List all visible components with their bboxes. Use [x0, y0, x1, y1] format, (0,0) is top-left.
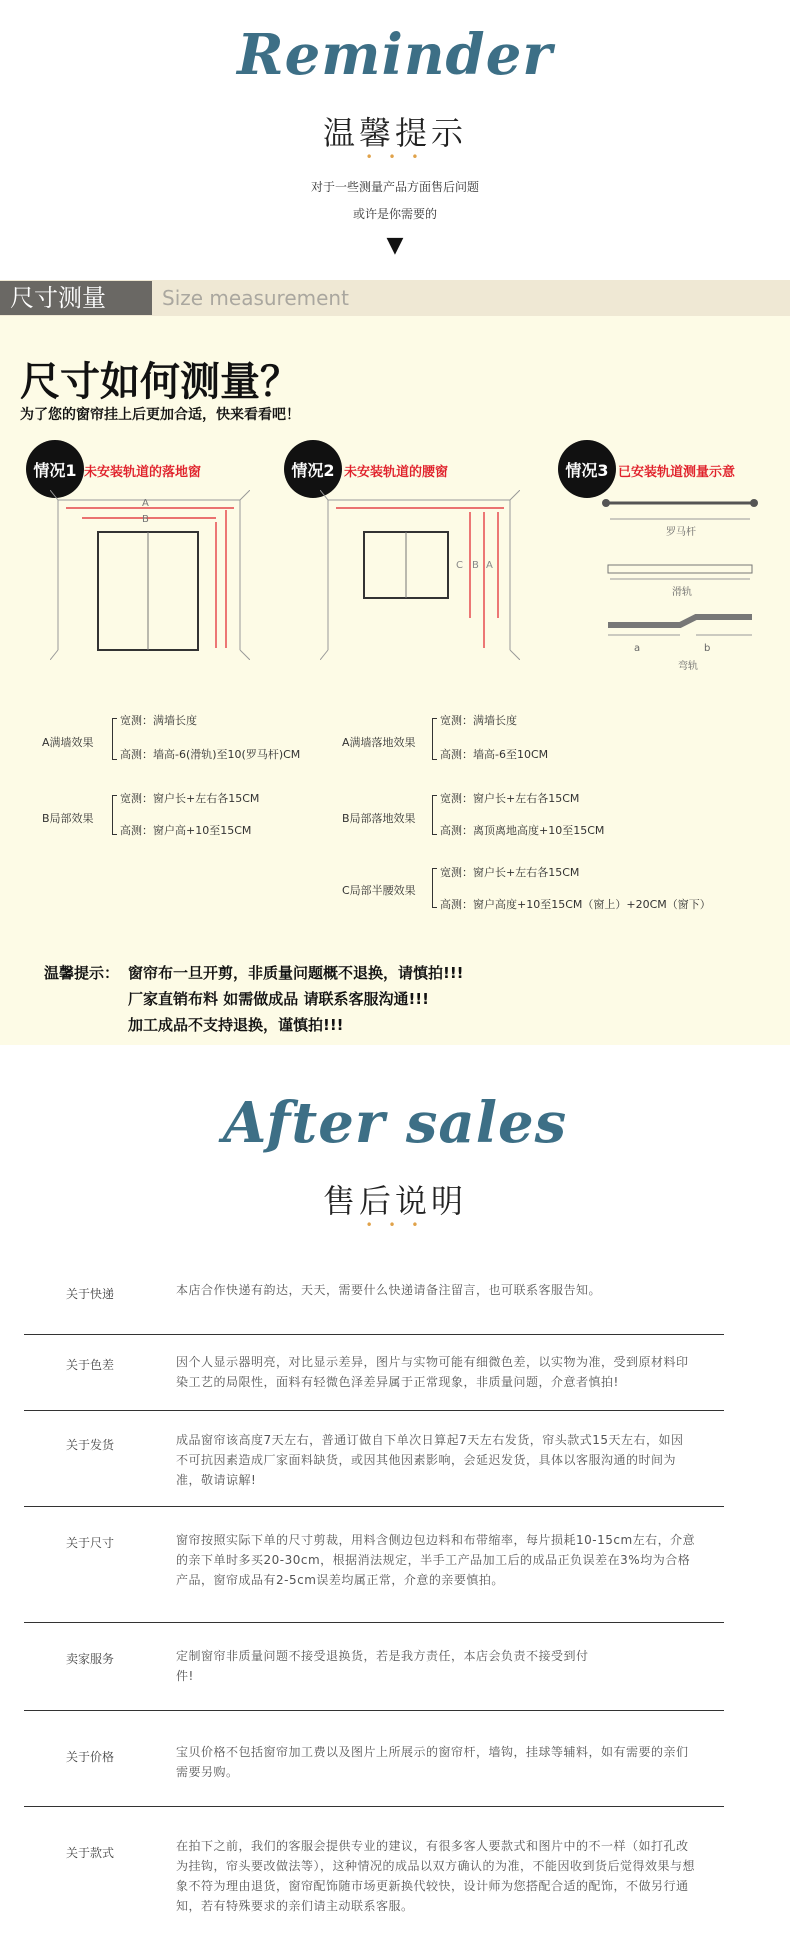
diagram-3-b: b [704, 643, 711, 654]
after-row-6-divider [24, 1806, 724, 1807]
after-row-1-divider [24, 1334, 724, 1335]
size-tab-en: Size measurement [162, 286, 349, 310]
size-heading: 尺寸如何测量？ [20, 359, 300, 405]
case-1-badge: 情况1 [26, 440, 84, 498]
after-row-1-text: 本店合作快递有韵达，天天，需要什么快递请备注留言，也可联系客服告知。 [176, 1283, 602, 1297]
after-row-4-label: 关于尺寸 [66, 1536, 115, 1550]
after-row-4-divider [24, 1622, 724, 1623]
right-measure-3-width: 宽测：窗户长+左右各15CM [440, 866, 580, 879]
after-row-4-text: 窗帘按照实际下单的尺寸剪裁，用料含侧边包边料和布带缩率，每片损耗10-15cm左右，介意的亲下单时多买20-30cm，根据消法规定，半手工产品加工后的成品正负误差在3%均为合格产品，窗帘成品有2-5cm误差均属正常，介意的亲要慎拍。 [176, 1533, 696, 1587]
left-measure-1-width: 宽测：满墙长度 [120, 714, 197, 727]
after-row-5-label: 卖家服务 [66, 1652, 115, 1666]
reminder-script-title: Reminder [237, 22, 553, 88]
right-measure-3-bracket [432, 868, 437, 908]
diagram-3-bent: 弯轨 [678, 661, 698, 672]
left-measure-2-name: B局部效果 [42, 812, 94, 825]
right-measure-2-height: 高测：离顶离地高度+10至15CM [440, 824, 605, 837]
diagram-1-b: B [142, 514, 149, 525]
case-2-label: 未安装轨道的腰窗 [344, 465, 449, 480]
case-3-label: 已安装轨道测量示意 [618, 465, 736, 480]
left-measure-1-name: A满墙效果 [42, 736, 94, 749]
notice-prefix: 温馨提示： [44, 964, 120, 982]
right-measure-3-height: 高测：窗户高度+10至15CM（窗上）+20CM（窗下） [440, 898, 711, 911]
diagram-2-c: C [456, 560, 463, 571]
diagram-2-b: B [472, 560, 479, 571]
size-tab-label: 尺寸测量 [10, 284, 106, 312]
after-sales-script-title: After sales [222, 1090, 568, 1156]
after-row-3-label: 关于发货 [66, 1438, 115, 1452]
after-row-2-divider [24, 1410, 724, 1411]
right-measure-1-name: A满墙落地效果 [342, 736, 416, 749]
left-measure-1-bracket [112, 718, 117, 760]
left-measure-2-bracket [112, 795, 117, 835]
down-arrow-icon: ▼ [386, 233, 404, 258]
after-row-6-text: 宝贝价格不包括窗帘加工费以及图片上所展示的窗帘杆，墙钩，挂球等辅料，如有需要的亲们需要另购。 [176, 1745, 689, 1779]
after-row-2-label: 关于色差 [66, 1358, 115, 1372]
right-measure-2-bracket [432, 795, 437, 835]
after-row-7-text: 在拍下之前，我们的客服会提供专业的建议，有很多客人要款式和图片中的不一样（如打孔改为挂钩，帘头要改做法等），这种情况的成品以双方确认的为准，不能因收到货后觉得效果与想象不符为理由退货，窗帘配饰随市场更新换代较快，设计师为您搭配合适的配饰，不做另行通知，若有特殊要求的亲们请主动联系客服。 [176, 1839, 696, 1913]
size-subheading: 为了您的窗帘挂上后更加合适，快来看看吧！ [20, 407, 300, 423]
diagram-3-rail: 滑轨 [672, 587, 692, 598]
after-row-5-divider [24, 1710, 724, 1711]
left-measure-2-height: 高测：窗户高+10至15CM [120, 824, 252, 837]
after-row-2-text: 因个人显示器明亮，对比显示差异，图片与实物可能有细微色差，以实物为准，受到原材料印染工艺的局限性，面料有轻微色泽差异属于正常现象，非质量问题，介意者慎拍! [176, 1355, 689, 1389]
after-row-5-text: 定制窗帘非质量问题不接受退换货，若是我方责任，本店会负责不接受到付件! [176, 1649, 589, 1683]
notice-line-1: 窗帘布一旦开剪，非质量问题概不退换，请慎拍!!! [128, 964, 464, 982]
diagram-1-a: A [142, 498, 149, 509]
after-sales-title: 售后说明 [322, 1182, 467, 1220]
left-measure-2-width: 宽测：窗户长+左右各15CM [120, 792, 260, 805]
reminder-dots: • • • [365, 150, 425, 164]
after-row-3-divider [24, 1506, 724, 1507]
diagram-installed-track [600, 495, 760, 685]
size-tab [0, 281, 152, 315]
right-measure-2-name: B局部落地效果 [342, 812, 416, 825]
diagram-waist-window [320, 490, 520, 660]
diagram-floor-window [50, 490, 250, 660]
after-sales-dots: • • • [365, 1218, 425, 1232]
right-measure-1-bracket [432, 718, 437, 760]
right-measure-2-width: 宽测：窗户长+左右各15CM [440, 792, 580, 805]
diagram-2-a: A [486, 560, 493, 571]
case-2-badge: 情况2 [284, 440, 342, 498]
reminder-title: 温馨提示 [322, 114, 467, 152]
diagram-3-a: a [634, 643, 641, 654]
right-measure-3-name: C局部半腰效果 [342, 884, 416, 897]
notice-line-2: 厂家直销布料 如需做成品 请联系客服沟通!!! [128, 990, 429, 1008]
reminder-line-2: 或许是你需要的 [352, 207, 437, 221]
case-3-badge: 情况3 [558, 440, 616, 498]
case-1-label: 未安装轨道的落地窗 [84, 465, 202, 480]
after-row-3-text: 成品窗帘该高度7天左右，普通订做自下单次日算起7天左右发货，帘头款式15天左右，如因不可抗因素造成厂家面料缺货，或因其他因素影响，会延迟发货，具体以客服沟通的时间为准，敬请谅解! [176, 1433, 684, 1487]
reminder-line-1: 对于一些测量产品方面售后问题 [310, 180, 479, 194]
after-row-6-label: 关于价格 [66, 1750, 115, 1764]
diagram-3-rod: 罗马杆 [666, 527, 696, 538]
after-row-7-label: 关于款式 [66, 1846, 115, 1860]
notice-line-3: 加工成品不支持退换，谨慎拍!!! [128, 1016, 344, 1034]
after-row-1-label: 关于快递 [66, 1287, 115, 1301]
left-measure-1-height: 高测：墙高-6(滑轨)至10(罗马杆)CM [120, 748, 301, 761]
right-measure-1-height: 高测：墙高-6至10CM [440, 748, 549, 761]
right-measure-1-width: 宽测：满墙长度 [440, 714, 517, 727]
